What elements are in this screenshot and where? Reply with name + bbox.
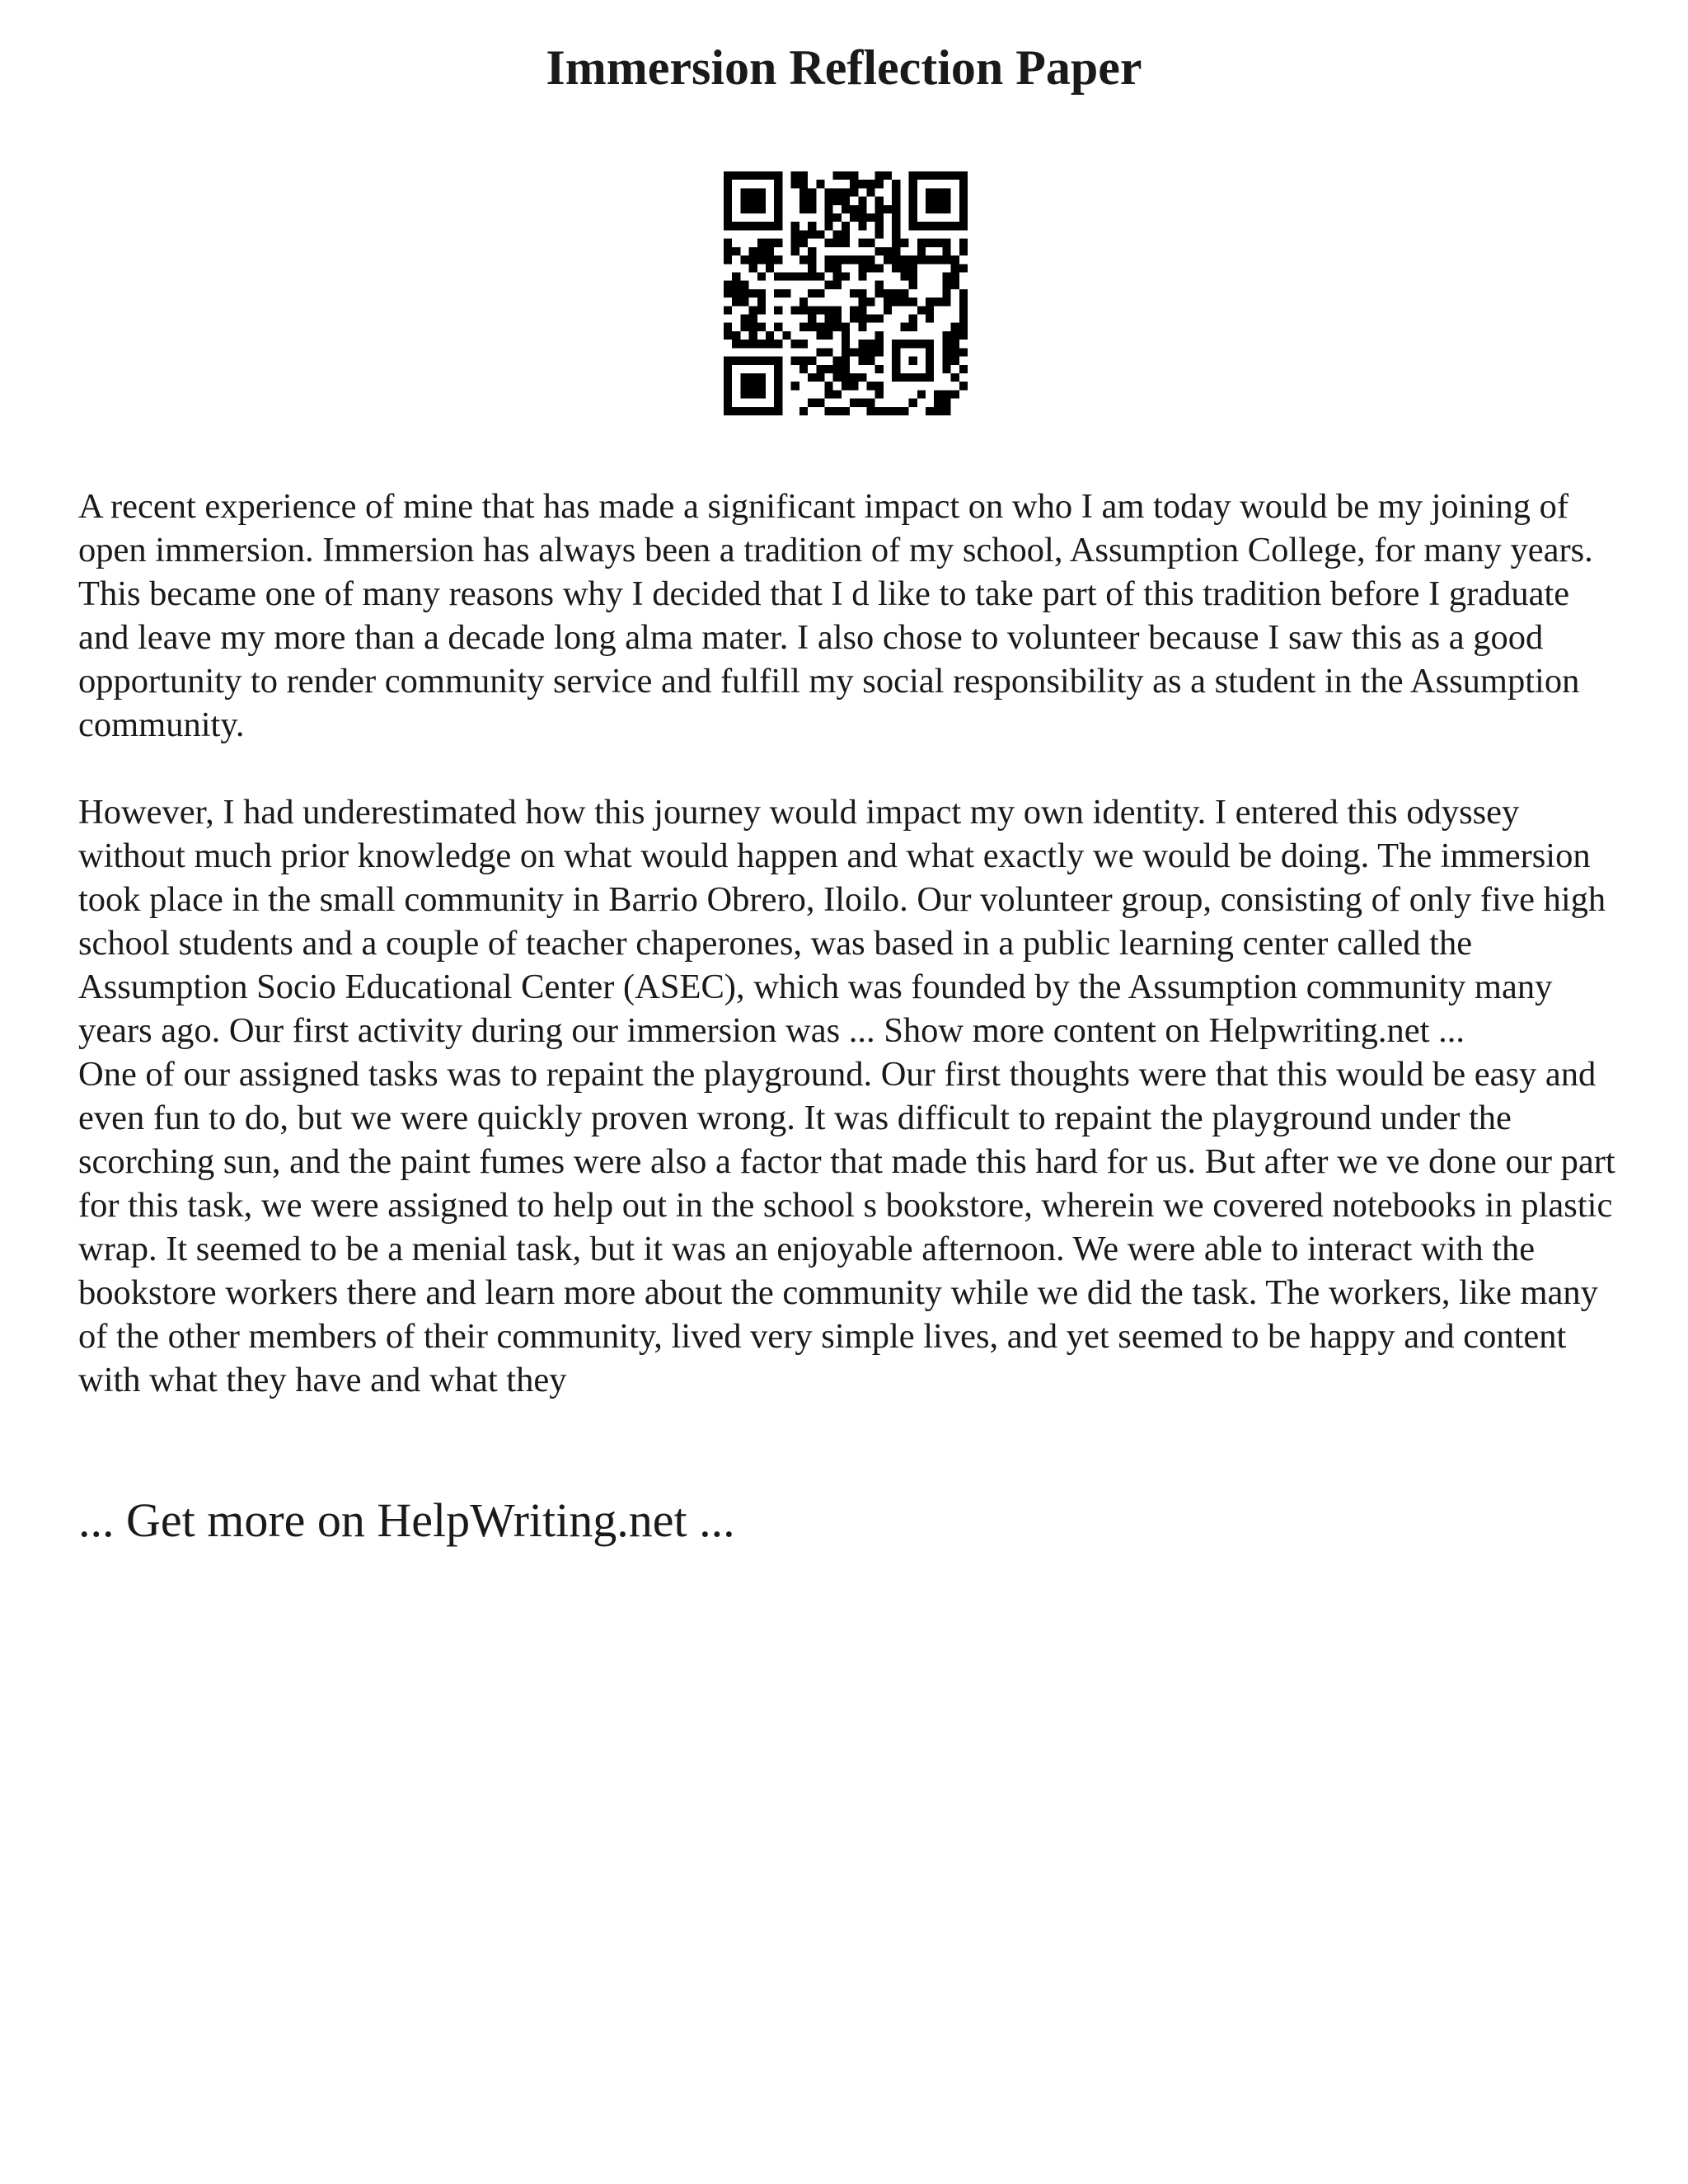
qr-code-icon — [724, 171, 968, 415]
paragraph: However, I had underestimated how this journey would impact my own identity. I entered this odyssey without much prior knowledge on what would happen and what exactly we would be doing. The immersion took place in the small community in Barrio Obrero, Iloilo. Our volunteer group, consisting of only five high school students and a couple of teacher chaperones, was based in a public learning center called the Assumption Socio Educational Center (ASEC), which was founded by the Assumption community many years ago. Our first activity during our immersion was ... Show more content on Helpwriting.net ... — [78, 793, 1606, 1050]
paragraph: One of our assigned tasks was to repaint the playground. Our first thoughts were that this would be easy and even fun to do, but we were quickly proven wrong. It was difficult to repaint the playground under the scorching sun, and the paint fumes were also a factor that made this hard for us. But after we ve done our part for this task, we were assigned to help out in the school s bookstore, wherein we covered notebooks in plastic wrap. It seemed to be a menial task, but it was an enjoyable afternoon. We were able to interact with the bookstore workers there and learn more about the community while we did the task. The workers, like many of the other members of their community, lived very simple lives, and yet seemed to be happy and content with what they have and what they — [78, 1055, 1615, 1399]
document-body — [78, 485, 1628, 1402]
paragraph: A recent experience of mine that has made a significant impact on who I am today would be my joining of open immersion. Immersion has always been a tradition of my school, Assumption College, for many years. This became one of many reasons why I decided that I d like to take part of this tradition before I graduate and leave my more than a decade long alma mater. I also chose to volunteer because I saw this as a good opportunity to render community service and fulfill my social responsibility as a student in the Assumption community. — [78, 487, 1593, 744]
get-more-link[interactable]: ... Get more on HelpWriting.net ... — [78, 1493, 735, 1547]
document-title: Immersion Reflection Paper — [546, 40, 1142, 95]
paragraph-spacer — [78, 747, 1628, 790]
